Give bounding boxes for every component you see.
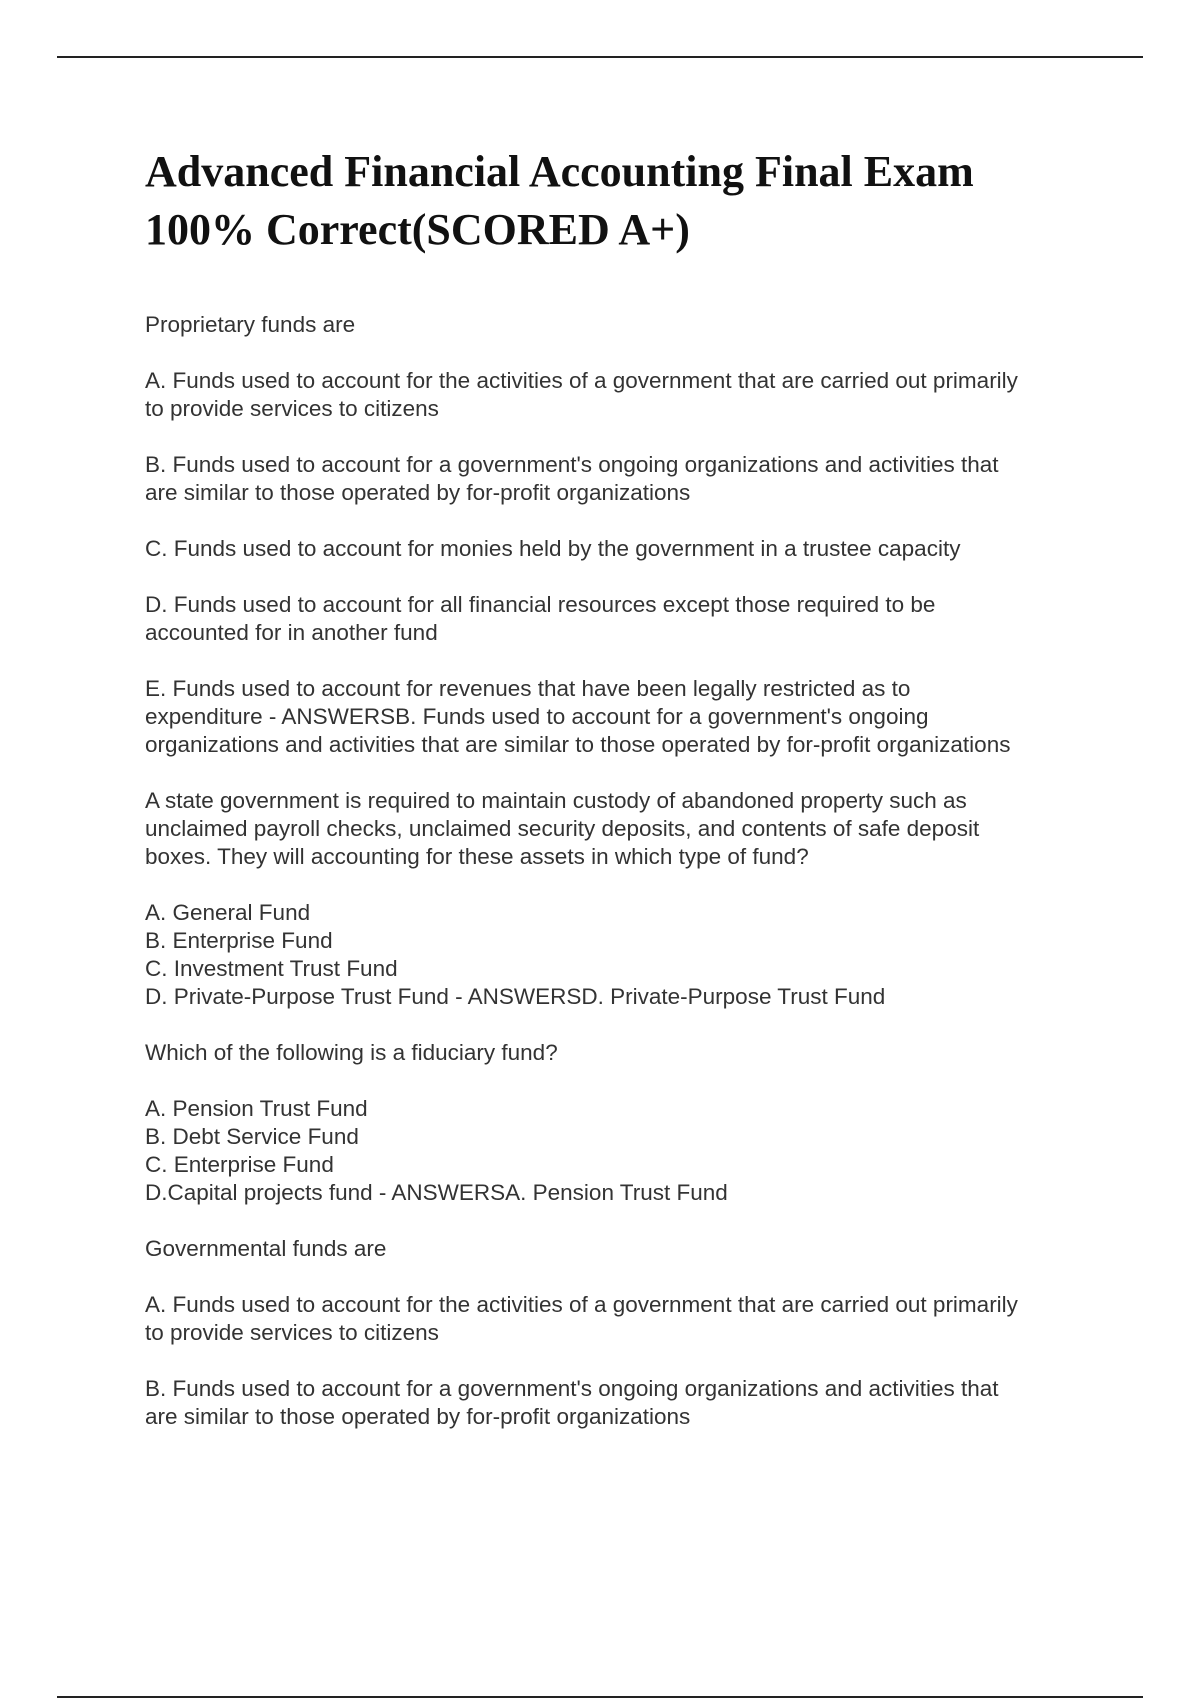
text-line: C. Investment Trust Fund <box>145 956 398 981</box>
text-line: A. General Fund <box>145 900 311 925</box>
text-line: Proprietary funds are <box>145 312 356 337</box>
text-line: C. Funds used to account for monies held by the government in a trustee capacity <box>145 536 961 561</box>
text-line: A. Pension Trust Fund <box>145 1096 368 1121</box>
question-1-option-b <box>145 451 1105 507</box>
text-line: B. Enterprise Fund <box>145 928 333 953</box>
text-line: C. Enterprise Fund <box>145 1152 334 1177</box>
question-1-prompt <box>145 311 1105 339</box>
text-line: accounted for in another fund <box>145 620 438 645</box>
text-line: Governmental funds are <box>145 1236 387 1261</box>
text-line: D. Funds used to account for all financial resources except those required to be <box>145 592 936 617</box>
question-2-prompt <box>145 787 1105 871</box>
text-line: E. Funds used to account for revenues that have been legally restricted as to <box>145 676 911 701</box>
question-2-options <box>145 899 1105 1011</box>
text-line: unclaimed payroll checks, unclaimed security deposits, and contents of safe deposit <box>145 816 980 841</box>
question-1-option-d <box>145 591 1105 647</box>
text-line: A. Funds used to account for the activities of a government that are carried out primarily <box>145 1292 1018 1317</box>
title-line-2: 100% Correct(SCORED A+) <box>145 205 690 254</box>
text-line: organizations and activities that are similar to those operated by for-profit organizations <box>145 732 1011 757</box>
text-line: B. Debt Service Fund <box>145 1124 359 1149</box>
text-line: are similar to those operated by for-profit organizations <box>145 1404 691 1429</box>
top-rule <box>57 56 1143 58</box>
text-line: B. Funds used to account for a government's ongoing organizations and activities that <box>145 452 999 477</box>
question-4-option-b <box>145 1375 1105 1431</box>
question-1-option-a <box>145 367 1105 423</box>
question-4-option-a <box>145 1291 1105 1347</box>
question-3-options <box>145 1095 1105 1207</box>
title-line-1: Advanced Financial Accounting Final Exam <box>145 147 974 196</box>
text-line: Which of the following is a fiduciary fund? <box>145 1040 558 1065</box>
question-4-prompt <box>145 1235 1105 1263</box>
text-line: expenditure - ANSWERSB. Funds used to account for a government's ongoing <box>145 704 929 729</box>
text-line: to provide services to citizens <box>145 1320 439 1345</box>
text-line: D.Capital projects fund - ANSWERSA. Pension Trust Fund <box>145 1180 728 1205</box>
question-1-option-e-answer <box>145 675 1105 759</box>
page-title <box>145 143 1105 259</box>
text-line: D. Private-Purpose Trust Fund - ANSWERSD. Private-Purpose Trust Fund <box>145 984 886 1009</box>
text-line: boxes. They will accounting for these assets in which type of fund? <box>145 844 809 869</box>
bottom-rule <box>57 1696 1143 1698</box>
text-line: A. Funds used to account for the activities of a government that are carried out primarily <box>145 368 1018 393</box>
text-line: are similar to those operated by for-profit organizations <box>145 480 691 505</box>
exam-content <box>145 311 1105 1459</box>
question-3-prompt <box>145 1039 1105 1067</box>
question-1-option-c <box>145 535 1105 563</box>
text-line: to provide services to citizens <box>145 396 439 421</box>
text-line: B. Funds used to account for a government's ongoing organizations and activities that <box>145 1376 999 1401</box>
text-line: A state government is required to maintain custody of abandoned property such as <box>145 788 967 813</box>
